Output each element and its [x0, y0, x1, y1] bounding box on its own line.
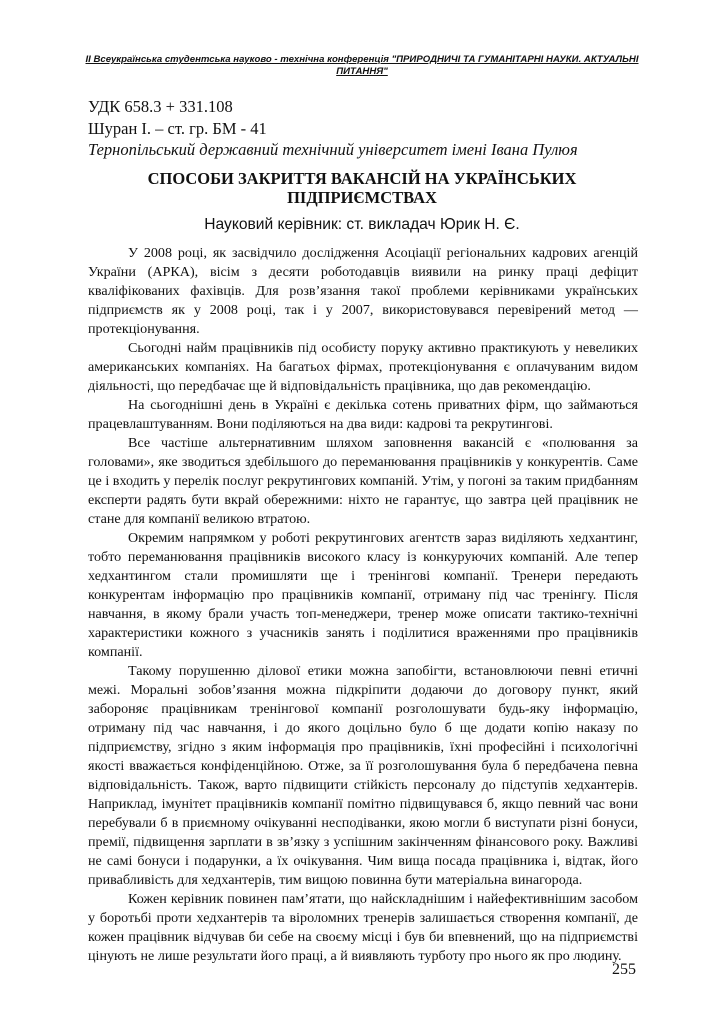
paragraph-7: Кожен керівник повинен пам’ятати, що найскладнішим і найефективнішим засобом у боротьбі проти хедхантерів та віроломних тренерів залишається створення компанії, де кожен працівник відчував би себе на своєму місці і був би впевнений, що на підприємстві цінують не лише результати його праці, а й виявляють турботу про нього як про людину. [88, 891, 638, 964]
paragraph-1: У 2008 році, як засвідчило дослідження Асоціації регіональних кадрових агенцій України (АРКА), вісім з десяти роботодавців виявили на ринку праці дефіцит кваліфікованих фахівців. Для розв’язання такої проблеми керівниками українських підприємств як у 2008 році, так і у 2007, використовувався перевірений метод — протекціонування. [88, 245, 638, 337]
udk-code: УДК 658.3 + 331.108 [88, 97, 233, 116]
paragraph-5: Окремим напрямком у роботі рекрутингових агентств зараз виділяють хедхантинг, тобто переманювання працівників високого класу із конкуруючих компаній. Але тепер хедхантингом стали промишляти ще і тренінгові компанії. Тренери передають конкурентам інформацію про працівників компанії, отриману під час тренінгу. Після навчання, в якому брали участь топ-менеджери, тренер може описати тактико-технічні характеристики кожного з учасників занять і поділитися враженнями про працівників компанії. [88, 530, 638, 660]
article-meta [88, 96, 578, 161]
supervisor-line: Науковий керівник: ст. викладач Юрик Н. Є. [204, 216, 520, 233]
paragraph-3: На сьогоднішні день в Україні є декілька сотень приватних фірм, що займаються працевлаштуванням. Вони поділяються на два види: кадрові та рекрутингові. [88, 397, 638, 432]
page-number: 255 [612, 961, 636, 978]
article-title: СПОСОБИ ЗАКРИТТЯ ВАКАНСІЙ НА УКРАЇНСЬКИХ ПІДПРИЄМСТВАХ [147, 169, 577, 207]
institution-line: Тернопільський державний технічний університет імені Івана Пулюя [88, 140, 578, 159]
paragraph-6: Такому порушенню ділової етики можна запобігти, встановлюючи певні етичні межі. Моральні зобов’язання можна підкріпити додаючи до договору пункт, який забороняє працівникам тренінгової компанії розголошувати будь-яку інформацію, отриману під час навчання, і до якого доцільно було б ще додати копію наказу по підприємству, згідно з яким інформація про працівників, їхні професійні і психологічні якості вважається конфіденційною. Отже, за її розголошування була б передбачена певна відповідальність. Також, варто підвищити стійкість персоналу до підступів хедхантерів. Наприклад, імунітет працівників компанії помітно підвищувався б, якщо певний час вони перебували б в приємному очікуванні несподіванки, якою могли б виступати різні бонуси, премії, підвищення зарплати в зв’язку з успішним закінченням фінансового року. Важливі не самі бонуси і подарунки, а їх очікування. Чим вища посада працівника і, відтак, його привабливість для хедхантерів, тим вищою повинна бути матеріальна винагорода. [88, 663, 638, 888]
article-body [88, 244, 638, 966]
author-line: Шуран І. – ст. гр. БМ - 41 [88, 118, 267, 138]
conference-header: ІІ Всеукраїнська студентська науково - технічна конференція "ПРИРОДНИЧІ ТА ГУМАНІТАРНІ НАУКИ. АКТУАЛЬНІ ПИТАННЯ" [85, 54, 639, 77]
paragraph-4: Все частіше альтернативним шляхом заповнення вакансій є «полювання за головами», яке зводиться здебільшого до переманювання працівників у конкурентів. Саме це і входить у перелік послуг рекрутингових компаній. Утім, у погоні за таким придбанням експерти радять бути вкрай обережними: ніхто не гарантує, що завтра цей працівник не стане для компанії великою втратою. [88, 435, 638, 527]
paragraph-2: Сьогодні найм працівників під особисту поруку активно практикують у невеликих американських компаніях. На багатьох фірмах, протекціонування є оплачуваним видом діяльності, що передбачає ще й відповідальність працівника, що дав рекомендацію. [88, 340, 638, 394]
